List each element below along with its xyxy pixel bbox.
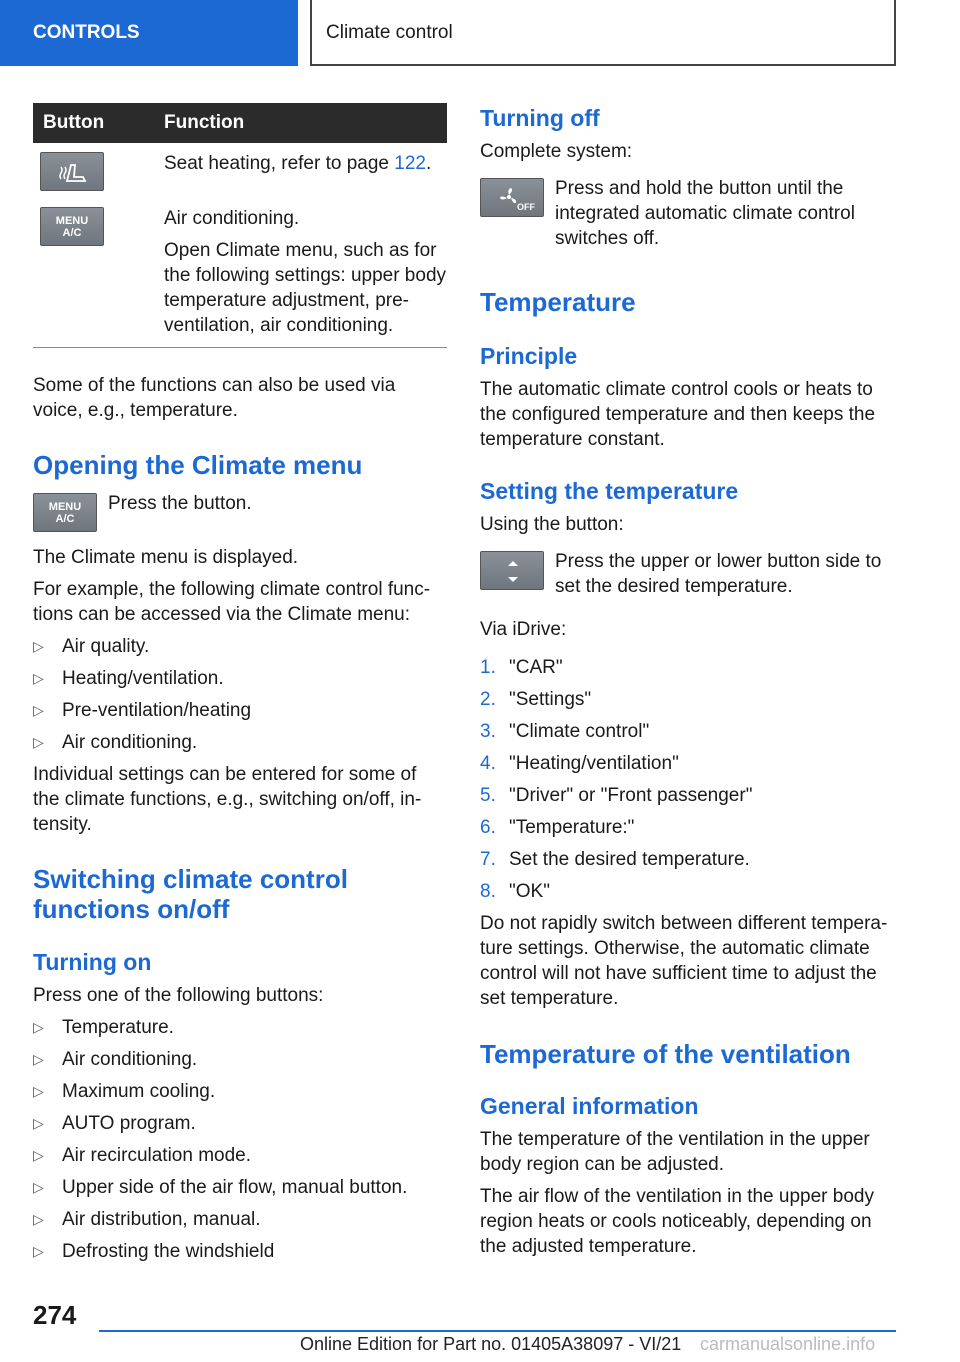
triangle-bullet-icon: ▷	[33, 1051, 44, 1067]
seat-heating-icon	[40, 152, 104, 191]
climate-menu-functions-list	[33, 634, 447, 755]
list-item: ▷ Air recirculation mode.	[33, 1145, 252, 1166]
complete-system-text: Complete system:	[480, 141, 633, 162]
list-item: 7. Set the desired temperature.	[480, 849, 750, 870]
list-item: ▷ Heating/ventilation.	[33, 668, 224, 689]
air-conditioning-text: Air conditioning.	[164, 208, 300, 229]
list-item: ▷ Air conditioning.	[33, 732, 198, 753]
page-header	[0, 0, 960, 66]
button-function-table	[33, 103, 447, 348]
heading-setting-temperature: Setting the temperature	[480, 478, 739, 504]
triangle-bullet-icon: ▷	[33, 1147, 44, 1163]
page-link[interactable]: 122	[394, 153, 426, 174]
press-hold-text: Press and hold the button until the integrated automatic climate control switches off.	[555, 178, 855, 249]
section-tab: CONTROLS	[0, 0, 298, 66]
list-item: ▷ Pre-ventilation/heating	[33, 700, 252, 721]
list-item: 6. "Temperature:"	[480, 817, 635, 838]
menu-displayed-text: The Climate menu is displayed.	[33, 547, 299, 568]
watermark: carmanualsonline.info	[700, 1334, 876, 1354]
list-item: ▷ AUTO program.	[33, 1113, 196, 1134]
general-info-p1: The temperature of the ventilation in the upper body region can be adjusted.	[480, 1129, 870, 1175]
heading-turning-on: Turning on	[33, 949, 152, 975]
triangle-bullet-icon: ▷	[33, 1243, 44, 1259]
list-item: ▷ Air conditioning.	[33, 1049, 198, 1070]
list-item: 5. "Driver" or "Front passenger"	[480, 785, 753, 806]
list-item: 2. "Settings"	[480, 689, 592, 710]
list-item: ▷ Air quality.	[33, 636, 150, 657]
triangle-bullet-icon: ▷	[33, 702, 44, 718]
list-item: ▷ Temperature.	[33, 1017, 174, 1038]
open-menu-body	[33, 545, 447, 844]
seat-heating-text: Seat heating, refer to page	[164, 153, 395, 174]
triangle-bullet-icon: ▷	[33, 670, 44, 686]
turn-on-buttons-list	[33, 1015, 447, 1264]
list-item: ▷ Maximum cooling.	[33, 1081, 216, 1102]
via-idrive-text: Via iDrive:	[480, 619, 567, 640]
triangle-bullet-icon: ▷	[33, 734, 44, 750]
menu-ac-button-icon: MENU A/C	[40, 207, 104, 246]
menu-functions-intro: For example, the following climate control functions can be accessed via the Climate menu:	[33, 579, 431, 625]
rapid-switch-warning: Do not rapidly switch between different temperature settings. Otherwise, the automatic climate control will not have sufficient time to adjust the set temperature.	[480, 913, 888, 1009]
heading-opening-climate-menu: Opening the Climate menu	[33, 450, 363, 480]
fan-off-button-icon: OFF	[480, 178, 544, 217]
footer-divider	[99, 1330, 896, 1332]
list-item: 4. "Heating/ventilation"	[480, 753, 679, 774]
triangle-bullet-icon: ▷	[33, 1019, 44, 1035]
table-row: Seat heating, refer to page 122.	[33, 143, 447, 198]
heading-turning-off: Turning off	[480, 105, 600, 131]
off-button-row	[480, 178, 896, 249]
edition-text: Online Edition for Part no. 01405A38097 - VI/21	[300, 1334, 682, 1354]
table-row	[33, 198, 447, 348]
press-one-text: Press one of the following buttons:	[33, 985, 324, 1006]
idrive-steps-list	[480, 655, 896, 904]
heading-general-information: General information	[480, 1093, 699, 1119]
voice-intro: Some of the functions can also be used via voice, e.g., temperature.	[33, 375, 396, 421]
page-number: 274	[33, 1300, 77, 1330]
chapter-title: Climate control	[310, 0, 896, 66]
list-item: 1. "CAR"	[480, 657, 563, 678]
principle-text: The automatic climate control cools or heats to the configured temperature and then keeps the temperature constant.	[480, 379, 876, 450]
heading-temperature: Temperature	[480, 287, 636, 317]
triangle-bullet-icon: ▷	[33, 1211, 44, 1227]
temperature-rocker-row	[480, 551, 896, 597]
list-item: 8. "OK"	[480, 881, 550, 902]
triangle-bullet-icon: ▷	[33, 1115, 44, 1131]
general-info-p2: The air flow of the ventilation in the upper body region heats or cools noticeably, depending on the adjusted temperature.	[480, 1186, 874, 1257]
triangle-bullet-icon: ▷	[33, 638, 44, 654]
up-down-rocker-icon	[480, 551, 544, 590]
using-button-text: Using the button:	[480, 514, 624, 535]
triangle-bullet-icon: ▷	[33, 1083, 44, 1099]
idrive-steps-section	[480, 617, 896, 1018]
general-info-body	[480, 1127, 896, 1266]
press-button-text: Press the button.	[108, 493, 252, 514]
heading-ventilation-temperature: Temperature of the ventilation	[480, 1039, 851, 1069]
list-item: ▷ Upper side of the air flow, manual button.	[33, 1177, 408, 1198]
heading-switching-functions: Switching climate control functions on/off	[33, 864, 348, 924]
list-item: 3. "Climate control"	[480, 721, 650, 742]
rocker-instruction-text: Press the upper or lower button side to set the desired temperature.	[555, 551, 882, 597]
table-header-function: Function	[164, 103, 447, 143]
open-menu-row	[33, 493, 447, 535]
list-item: ▷ Air distribution, manual.	[33, 1209, 261, 1230]
list-item: ▷ Defrosting the windshield	[33, 1241, 275, 1262]
turning-on-body	[33, 983, 447, 1271]
menu-ac-button-icon: MENU A/C	[33, 493, 97, 532]
table-header-button: Button	[33, 103, 164, 143]
heading-principle: Principle	[480, 343, 578, 369]
triangle-bullet-icon: ▷	[33, 1179, 44, 1195]
individual-settings-text: Individual settings can be entered for some of the climate functions, e.g., switching on/off, intensity.	[33, 764, 422, 835]
climate-menu-description: Open Climate menu, such as for the following settings: upper body temperature adjustment, pre-ventilation, air conditioning.	[164, 240, 447, 336]
